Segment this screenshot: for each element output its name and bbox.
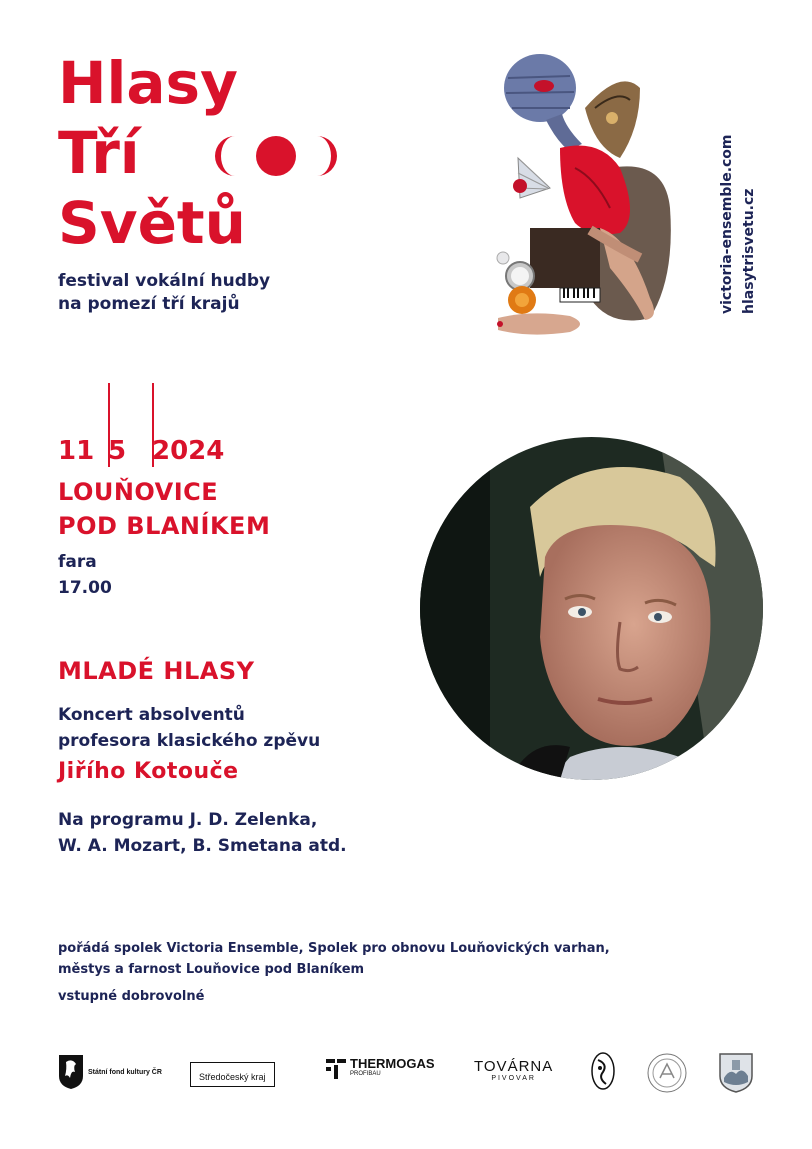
website-victoria-ensemble[interactable]: victoria-ensemble.com (719, 134, 735, 314)
parish-seal-icon[interactable] (646, 1052, 688, 1094)
event-year: 2024 (152, 436, 225, 466)
sponsor-logos (58, 1050, 758, 1096)
organizer-line2: městys a farnost Louňovice pod Blaníkem (58, 962, 365, 977)
admission-note: vstupné dobrovolné (58, 989, 205, 1004)
thermogas-mark-icon (326, 1059, 346, 1079)
program-line2: W. A. Mozart, B. Smetana atd. (58, 836, 347, 856)
music-society-emblem-icon[interactable] (588, 1050, 618, 1092)
event-date (58, 436, 224, 466)
czech-lion-icon (58, 1054, 84, 1090)
thermogas-label: THERMOGAS (350, 1056, 435, 1071)
subtitle-line2: na pomezí tří krajů (58, 294, 240, 314)
central-bohemia-label: Středočeský kraj (199, 1072, 266, 1082)
concert-description-line2: profesora klasického zpěvu (58, 731, 321, 751)
event-venue: fara (58, 552, 97, 572)
concert-description-line1: Koncert absolventů (58, 705, 245, 725)
collage-illustration (490, 48, 690, 348)
municipal-coat-of-arms-icon[interactable] (718, 1052, 754, 1094)
event-time: 17.00 (58, 578, 112, 598)
event-month: 5 (108, 436, 127, 466)
central-bohemia-logo[interactable] (190, 1062, 275, 1087)
thermogas-logo[interactable] (326, 1058, 435, 1080)
performer-name: Jiřího Kotouče (58, 759, 239, 784)
subtitle-line1: festival vokální hudby (58, 271, 271, 291)
thermogas-sublabel: PROFIBAU (350, 1071, 381, 1077)
tovarna-label: TOVÁRNA (474, 1058, 554, 1075)
tovarna-logo[interactable] (474, 1058, 553, 1082)
event-place-line2: POD BLANÍKEM (58, 512, 271, 540)
program-line1: Na programu J. D. Zelenka, (58, 810, 318, 830)
event-place-line1: LOUŇOVICE (58, 478, 219, 506)
festival-title-line1: Hlasy (58, 49, 238, 117)
tovarna-sublabel: PIVOVAR (491, 1075, 536, 1082)
state-fund-label: Státní fond kultury ČR (88, 1068, 162, 1076)
festival-title-line2: Tří (58, 119, 140, 187)
concert-heading: MLADÉ HLASY (58, 657, 255, 685)
portrait-photo (420, 437, 763, 780)
three-worlds-symbol-icon (213, 134, 339, 178)
website-hlasytrisvetu[interactable]: hlasytrisvetu.cz (741, 188, 757, 314)
event-day: 11 (58, 436, 95, 466)
festival-title-line3: Světů (58, 189, 246, 257)
organizer-line1: pořádá spolek Victoria Ensemble, Spolek pro obnovu Louňovických varhan, (58, 941, 610, 956)
state-fund-logo[interactable] (58, 1054, 162, 1090)
